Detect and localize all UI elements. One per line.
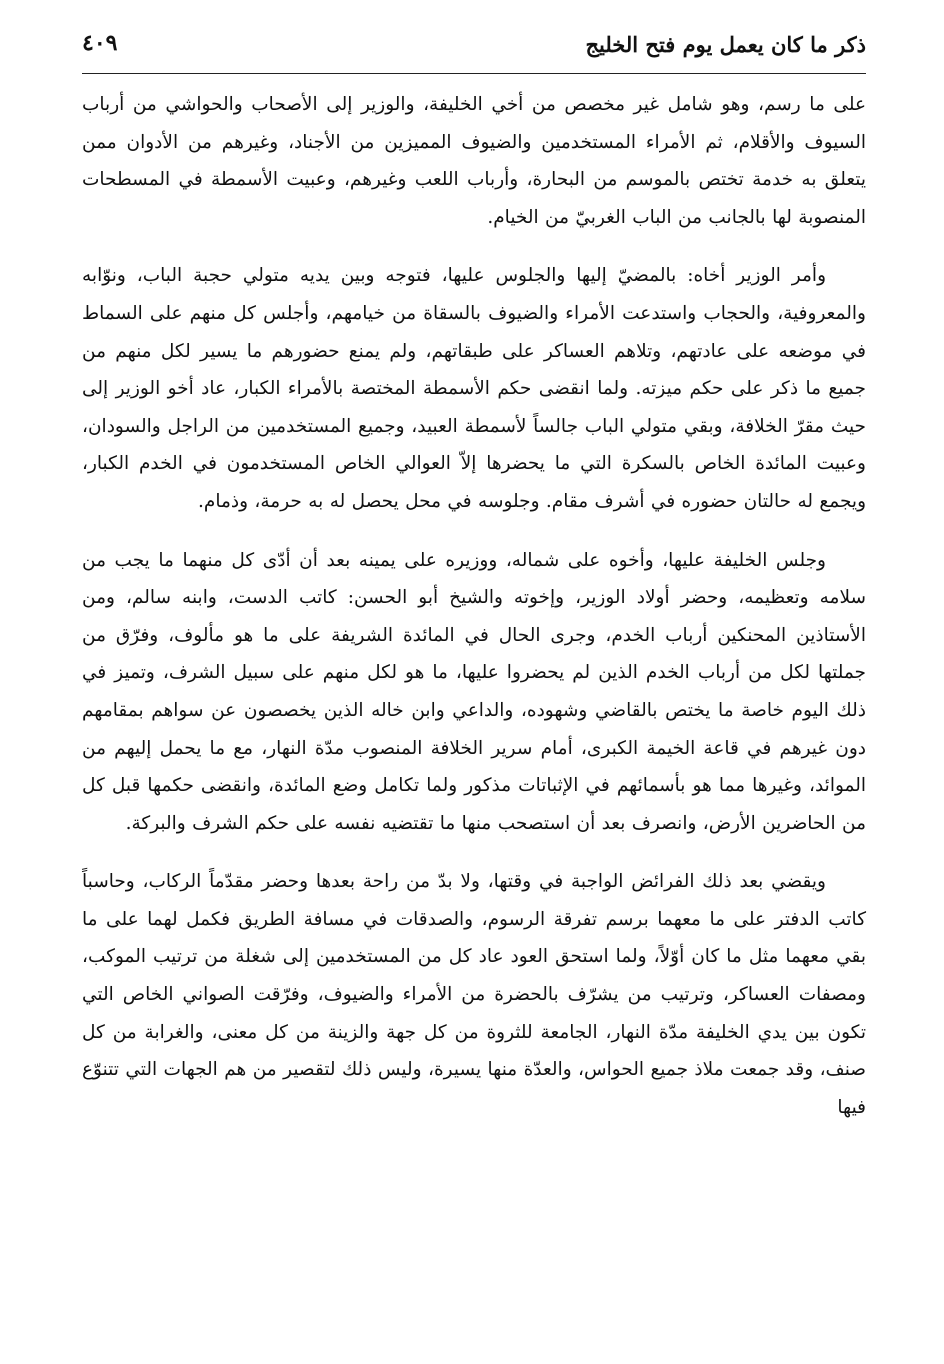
running-title: ذكر ما كان يعمل يوم فتح الخليج — [585, 32, 866, 57]
header-rule — [82, 73, 866, 74]
paragraph: وجلس الخليفة عليها، وأخوه على شماله، ووزيره على يمينه بعد أن أدّى كل منهما ما يجب من سلامه وتعظيمه، وحضر أولاد الوزير، وإخوته والشيخ أبو الحسن: كاتب الدست، وابنه سالم، ومن الأستاذين المحنكين أرباب الخدم، وجرى الحال في المائدة الشريفة على ما هو مألوف، وفرّق من جملتها لكل من أرباب الخدم الذين لم يحضروا عليها، ما هو لكل منهم على سبيل الشرف، وتميز في ذلك اليوم خاصة ما يختص بالقاضي وشهوده، والداعي وابن خاله الذين يخصصون عن سواهم بمقامهم دون غيرهم في قاعة الخيمة الكبرى، أمام سرير الخلافة المنصوب مدّة النهار، مع ما يحمل إليهم من الموائد، وغيرها مما هو بأسمائهم في الإثباتات مذكور ولما تكامل وضع المائدة، وانقضى حكمها قبل كل من الحاضرين الأرض، وانصرف بعد أن استصحب منها ما تقتضيه نفسه على حكم الشرف والبركة. — [82, 549, 866, 834]
paragraph: ويقضي بعد ذلك الفرائض الواجبة في وقتها، ولا بدّ من راحة بعدها وحضر مقدّماً الركاب، وحاسباً كاتب الدفتر على ما معهما برسم تفرقة الرسوم، والصدقات في مسافة الطريق فكمل لهما على ما بقي معهما مثل ما كان أوّلاً، ولما استحق العود عاد كل من المستخدمين إلى شغلة من ترتيب الموكب، ومصفات العساكر، وترتيب من يشرّف بالحضرة من الأمراء والضيوف، وفرّقت الصواني الخاص التي تكون بين يدي الخليفة مدّة النهار، الجامعة للثروة من كل جهة والزينة من كل معنى، والغرابة من كل صنف، وقد جمعت ملاذ جميع الحواس، والعدّة منها يسيرة، وليس ذلك لتقصير من هم الجهات التي تتنوّع فيها — [82, 871, 866, 1118]
page-header — [82, 26, 866, 66]
paragraph: وأمر الوزير أخاه: بالمضيّ إليها والجلوس عليها، فتوجه وبين يديه متولي حجبة الباب، ونوّابه والمعروفية، والحجاب واستدعت الأمراء والضيوف بالسقاة من خيامهم، وأجلس كل منهم على السماط في موضعه على عادتهم، وتلاهم العساكر على طبقاتهم، ولم يمنع حضورهم ما يسير لكل منهم من جميع ما ذكر على حكم ميزته. ولما انقضى حكم الأسمطة المختصة بالأمراء الكبار، عاد أخو الوزير إلى حيث مقرّ الخلافة، وبقي متولي الباب جالساً لأسمطة العبيد، وجميع المستخدمين من الراجل والسودان، وعبيت المائدة الخاص بالسكرة التي ما يحضرها إلاّ العوالي الخاص المستخدمون في الخدم الكبار، ويجمع له حالتان حضوره في أشرف مقام. وجلوسه في محل يحصل له به حرمة، وذمام. — [82, 265, 866, 512]
paragraph: على ما رسم، وهو شامل غير مخصص من أخي الخليفة، والوزير إلى الأصحاب والحواشي من أرباب السيوف والأقلام، ثم الأمراء المستخدمين والضيوف المميزين من الأجناد، وغيرهم من الأدوان ممن يتعلق به خدمة تختص بالموسم من البحارة، وأرباب اللعب وغيرهم، وعبيت الأسمطة في المسطحات المنصوبة لها بالجانب من الباب الغربيّ من الخيام. — [82, 94, 866, 228]
page-number: ٤٠٩ — [82, 30, 118, 56]
body-text — [82, 86, 866, 1126]
